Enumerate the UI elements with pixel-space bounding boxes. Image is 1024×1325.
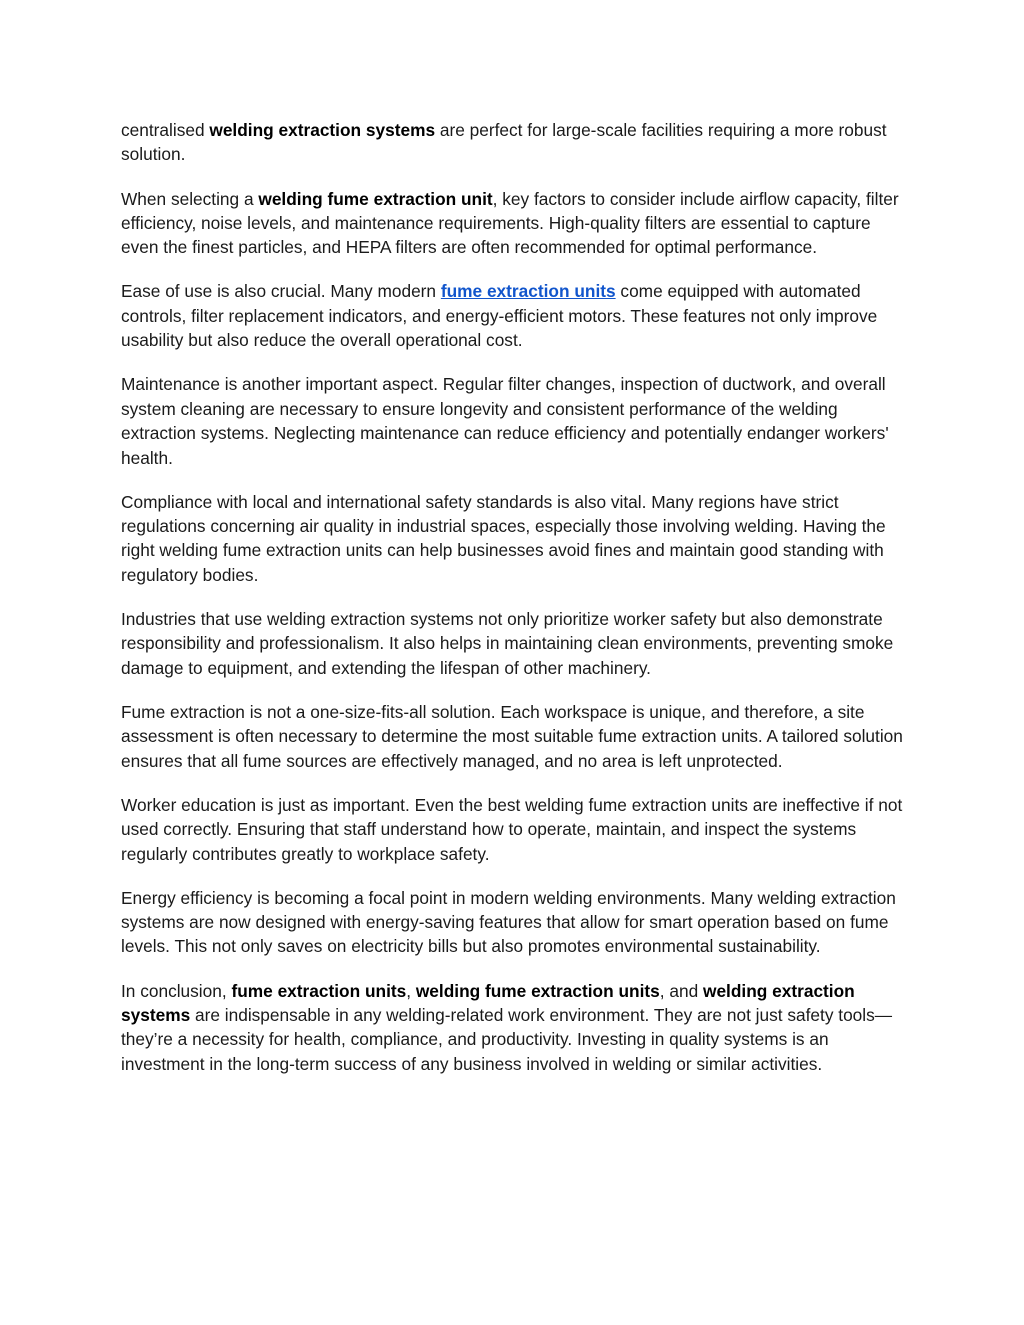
bold-term: welding extraction systems xyxy=(209,120,436,140)
paragraph-text: Maintenance is another important aspect. Regular filter changes, inspection of ductwork, and overall system cleaning are necessary to ensure longevity and consistent performance of the welding extraction systems. Neglecting maintenance can reduce efficiency and potentially endanger workers' health. xyxy=(121,374,889,468)
paragraph-text: Ease of use is also crucial. Many modern xyxy=(121,281,441,302)
paragraph-9 xyxy=(121,886,911,959)
bold-term: welding fume extraction units xyxy=(415,980,660,1001)
paragraph-5 xyxy=(121,490,911,588)
paragraph-text: Compliance with local and international safety standards is also vital. Many regions have strict regulations concerning air quality in industrial spaces, especially those involving welding. Having the right welding fume extraction units can help businesses avoid fines and maintain good standing with regulatory bodies. xyxy=(121,491,886,585)
bold-term: fume extraction units xyxy=(231,980,407,1001)
paragraph-text: Energy efficiency is becoming a focal point in modern welding environments. Many welding extraction systems are now designed with energy-saving features that allow for smart operation based on fume levels. This not only saves on electricity bills but also promotes environmental sustainability. xyxy=(121,887,896,957)
paragraph-text: are perfect for large-scale facilities requiring a more robust solution. xyxy=(121,120,887,165)
paragraph-text: Worker education is just as important. Even the best welding fume extraction units are ineffective if not used correctly. Ensuring that staff understand how to operate, maintain, and inspect the systems regularly contributes greatly to workplace safety. xyxy=(121,794,903,864)
paragraph-2 xyxy=(121,187,911,260)
paragraph-text: Industries that use welding extraction systems not only prioritize worker safety but also demonstrate responsibility and professionalism. It also helps in maintaining clean environments, preventing smoke damage to equipment, and extending the lifespan of other machinery. xyxy=(121,608,894,678)
paragraph-1 xyxy=(121,118,911,167)
bold-term: welding extraction systems xyxy=(121,980,855,1025)
paragraph-10 xyxy=(121,979,911,1077)
paragraph-text: In conclusion, xyxy=(121,980,232,1001)
document-page xyxy=(121,118,911,1096)
paragraph-text: are indispensable in any welding-related work environment. They are not just safety tools—they’re a necessity for health, compliance, and productivity. Investing in quality systems is an investment in the long-term success of any business involved in welding or similar activities. xyxy=(121,1004,893,1074)
paragraph-text: , and xyxy=(659,980,703,1001)
paragraph-text: When selecting a xyxy=(121,188,259,209)
paragraph-text: centralised xyxy=(121,120,210,140)
paragraph-text: come equipped with automated controls, filter replacement indicators, and energy-efficient motors. These features not only improve usability but also reduce the overall operational cost. xyxy=(121,281,878,351)
paragraph-3 xyxy=(121,279,911,352)
bold-term: welding fume extraction unit xyxy=(258,188,493,209)
paragraph-7 xyxy=(121,700,911,773)
paragraph-text: Fume extraction is not a one-size-fits-all solution. Each workspace is unique, and therefore, a site assessment is often necessary to determine the most suitable fume extraction units. A tailored solution ensures that all fume sources are effectively managed, and no area is left unprotected. xyxy=(121,701,903,771)
paragraph-6 xyxy=(121,607,911,680)
paragraph-text: , key factors to consider include airflow capacity, filter efficiency, noise levels, and maintenance requirements. High-quality filters are essential to capture even the finest particles, and HEPA filters are often recommended for optimal performance. xyxy=(121,188,899,258)
paragraph-text: , xyxy=(406,980,416,1001)
paragraph-4 xyxy=(121,372,911,470)
fume-extraction-units-link[interactable]: fume extraction units xyxy=(440,281,616,302)
paragraph-8 xyxy=(121,793,911,866)
